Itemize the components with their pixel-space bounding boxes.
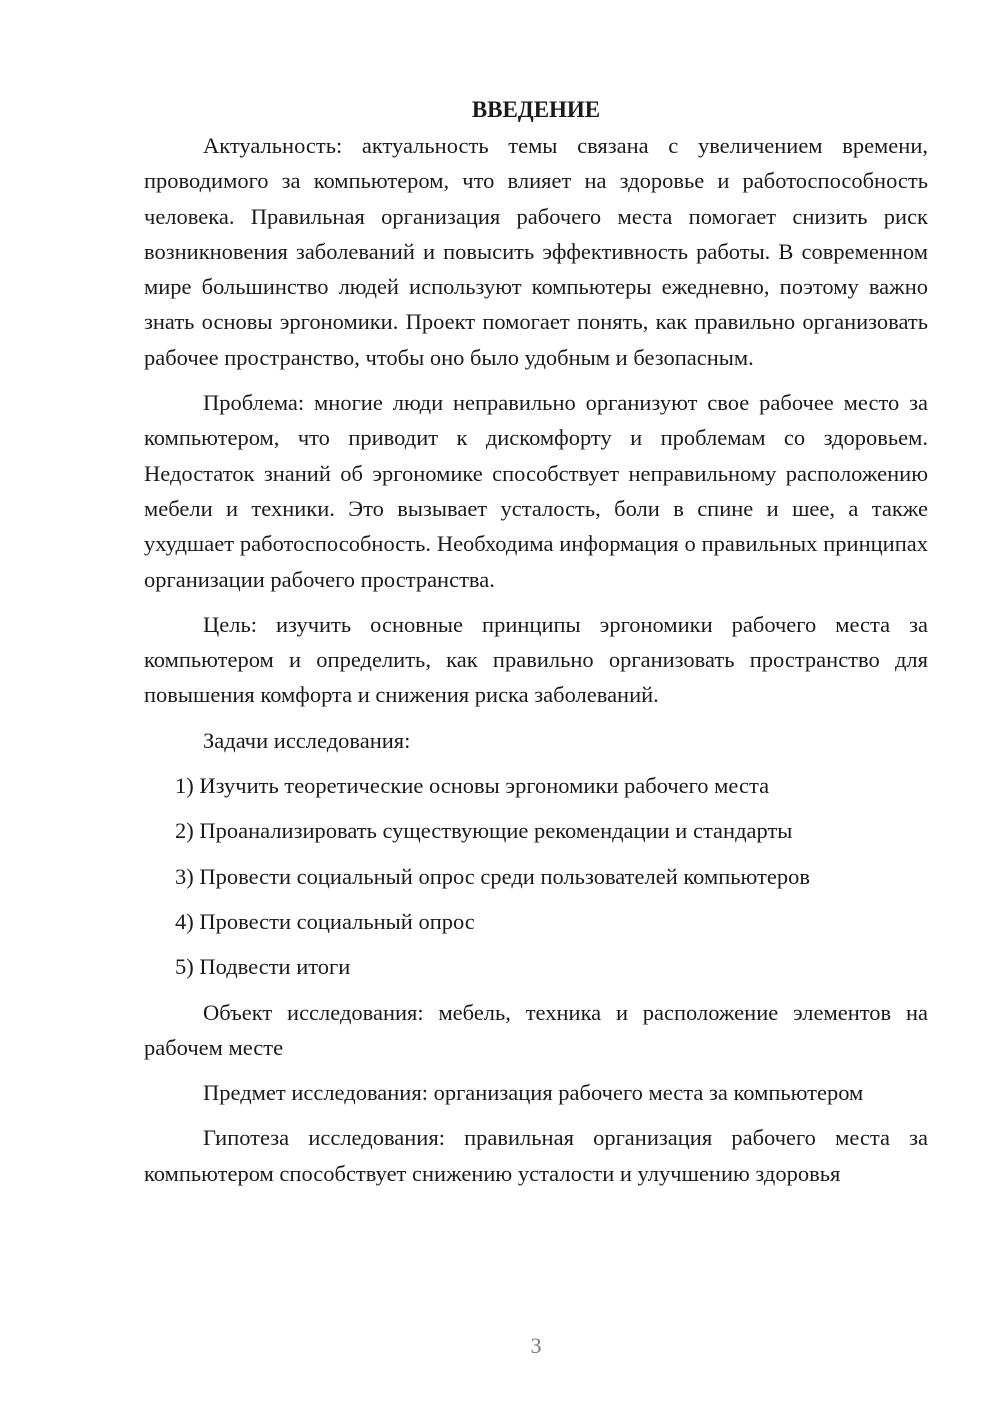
page-content — [144, 92, 928, 1191]
paragraph-relevance: Актуальность: актуальность темы связана с увеличением времени, проводимого за компьютером, что влияет на здоровье и работоспособность человека. Правильная организация рабочего места помогает снизить риск возникновения заболеваний и повысить эффективность работы. В современном мире большинство людей используют компьютеры ежедневно, поэтому важно знать основы эргономики. Проект помогает понять, как правильно организовать рабочее пространство, чтобы оно было удобным и безопасным. — [144, 133, 928, 370]
tasks-heading: Задачи исследования: — [203, 727, 411, 753]
task-item-3: 3) Провести социальный опрос среди пользователей компьютеров — [175, 863, 810, 889]
paragraph-problem: Проблема: многие люди неправильно организуют свое рабочее место за компьютером, что приводит к дискомфорту и проблемам со здоровьем. Недостаток знаний об эргономике способствует неправильному расположению мебели и техники. Это вызывает усталость, боли в спине и шее, а также ухудшает работоспособность. Необходима информация о правильных принципах организации рабочего пространства. — [144, 390, 928, 592]
task-item-4: 4) Провести социальный опрос — [175, 908, 475, 934]
paragraph-object: Объект исследования: мебель, техника и расположение элементов на рабочем месте — [144, 999, 928, 1060]
page-number: 3 — [530, 1333, 542, 1358]
paragraph-hypothesis: Гипотеза исследования: правильная организация рабочего места за компьютером способствует снижению усталости и улучшению здоровья — [144, 1125, 928, 1186]
section-title: ВВЕДЕНИЕ — [471, 97, 601, 122]
paragraph-goal: Цель: изучить основные принципы эргономики рабочего места за компьютером и определить, как правильно организовать пространство для повышения комфорта и снижения риска заболеваний. — [144, 611, 928, 708]
task-item-5: 5) Подвести итоги — [175, 954, 351, 980]
paragraph-subject: Предмет исследования: организация рабочего места за компьютером — [203, 1080, 864, 1106]
task-item-2: 2) Проанализировать существующие рекомендации и стандарты — [175, 818, 793, 844]
task-item-1: 1) Изучить теоретические основы эргономики рабочего места — [175, 773, 770, 799]
